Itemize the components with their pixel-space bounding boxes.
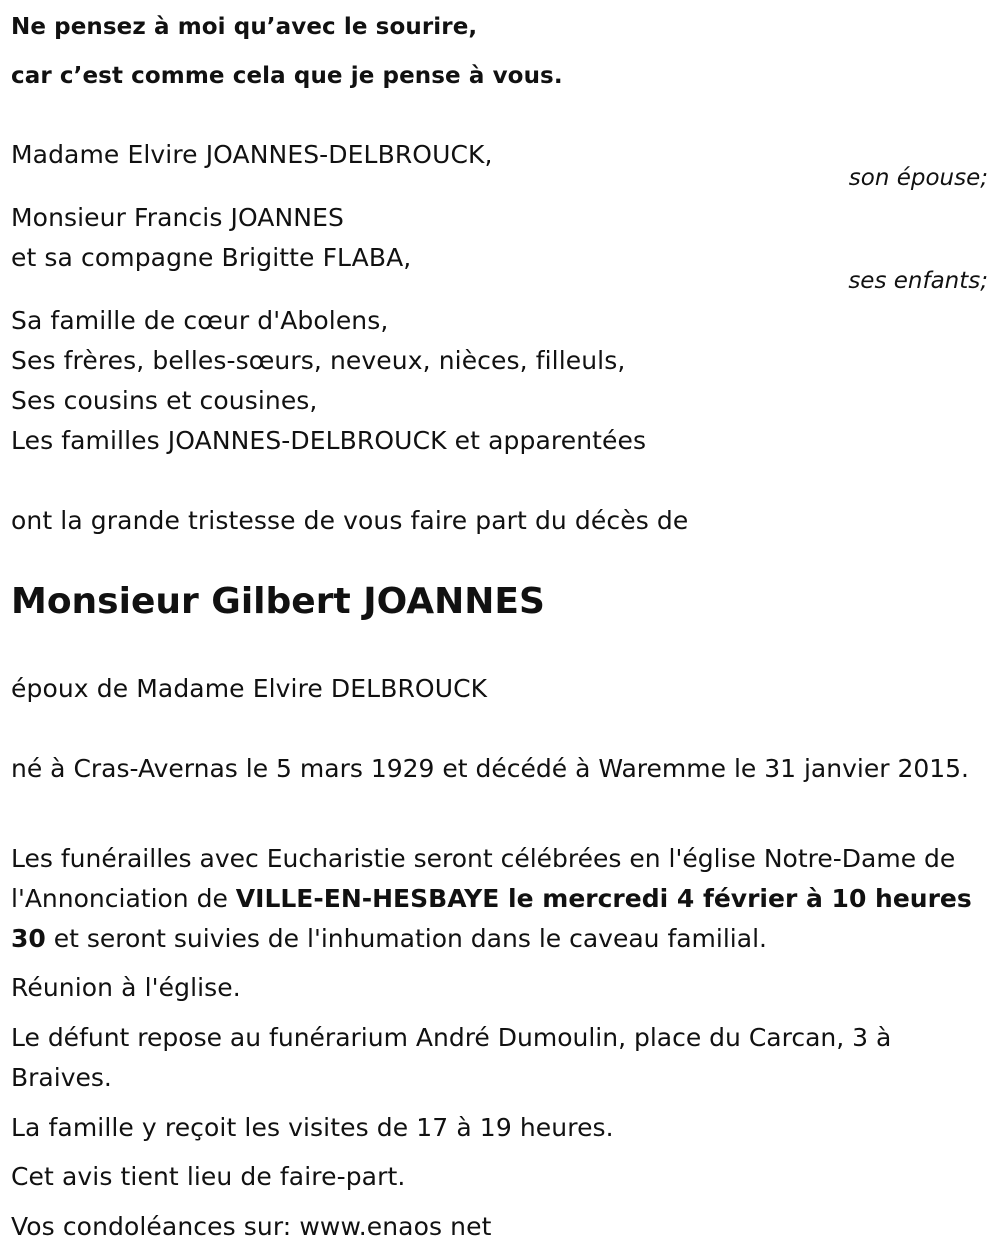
child-partner: et sa compagne Brigitte FLABA, (11, 243, 412, 272)
children-role: ses enfants; (848, 268, 988, 294)
family-line: Les familles JOANNES-DELBROUCK et apparentées (11, 426, 647, 455)
funeral-place-time: VILLE-EN-HESBAYE le mercredi 4 février à 10 heures 30 (11, 884, 972, 953)
child-name: Monsieur Francis JOANNES (11, 203, 344, 232)
quote-line-2: car c’est comme cela que je pense à vous. (11, 63, 563, 89)
repose-text: Le défunt repose au funérarium André Dumoulin, place du Carcan, 3 à Braives. (11, 1023, 892, 1092)
condolences-text: Vos condoléances sur: www.enaos net (11, 1212, 492, 1241)
deceased-name: Monsieur Gilbert JOANNES (11, 581, 545, 622)
announcement-text: ont la grande tristesse de vous faire part du décès de (11, 506, 689, 535)
funeral-outro: et seront suivies de l'inhumation dans le caveau familial. (45, 924, 767, 953)
birth-death-text: né à Cras-Avernas le 5 mars 1929 et décédé à Waremme le 31 janvier 2015. (11, 754, 970, 783)
visits-text: La famille y reçoit les visites de 17 à 19 heures. (11, 1113, 614, 1142)
family-line: Sa famille de cœur d'Abolens, (11, 306, 389, 335)
funeral-text (11, 839, 986, 959)
family-line: Ses frères, belles-sœurs, neveux, nièces, filleuls, (11, 346, 626, 375)
spouse-name: Madame Elvire JOANNES-DELBROUCK, (11, 140, 493, 169)
meeting-text: Réunion à l'église. (11, 973, 241, 1002)
notice-text: Cet avis tient lieu de faire-part. (11, 1162, 406, 1191)
quote-line-1: Ne pensez à moi qu’avec le sourire, (11, 14, 478, 40)
spouse-of-text: époux de Madame Elvire DELBROUCK (11, 674, 488, 703)
funeral-intro: Les funérailles avec Eucharistie seront célébrées en l'église Notre-Dame de l'Annonciation de (11, 844, 956, 913)
spouse-role: son épouse; (848, 165, 988, 191)
family-line: Ses cousins et cousines, (11, 386, 318, 415)
